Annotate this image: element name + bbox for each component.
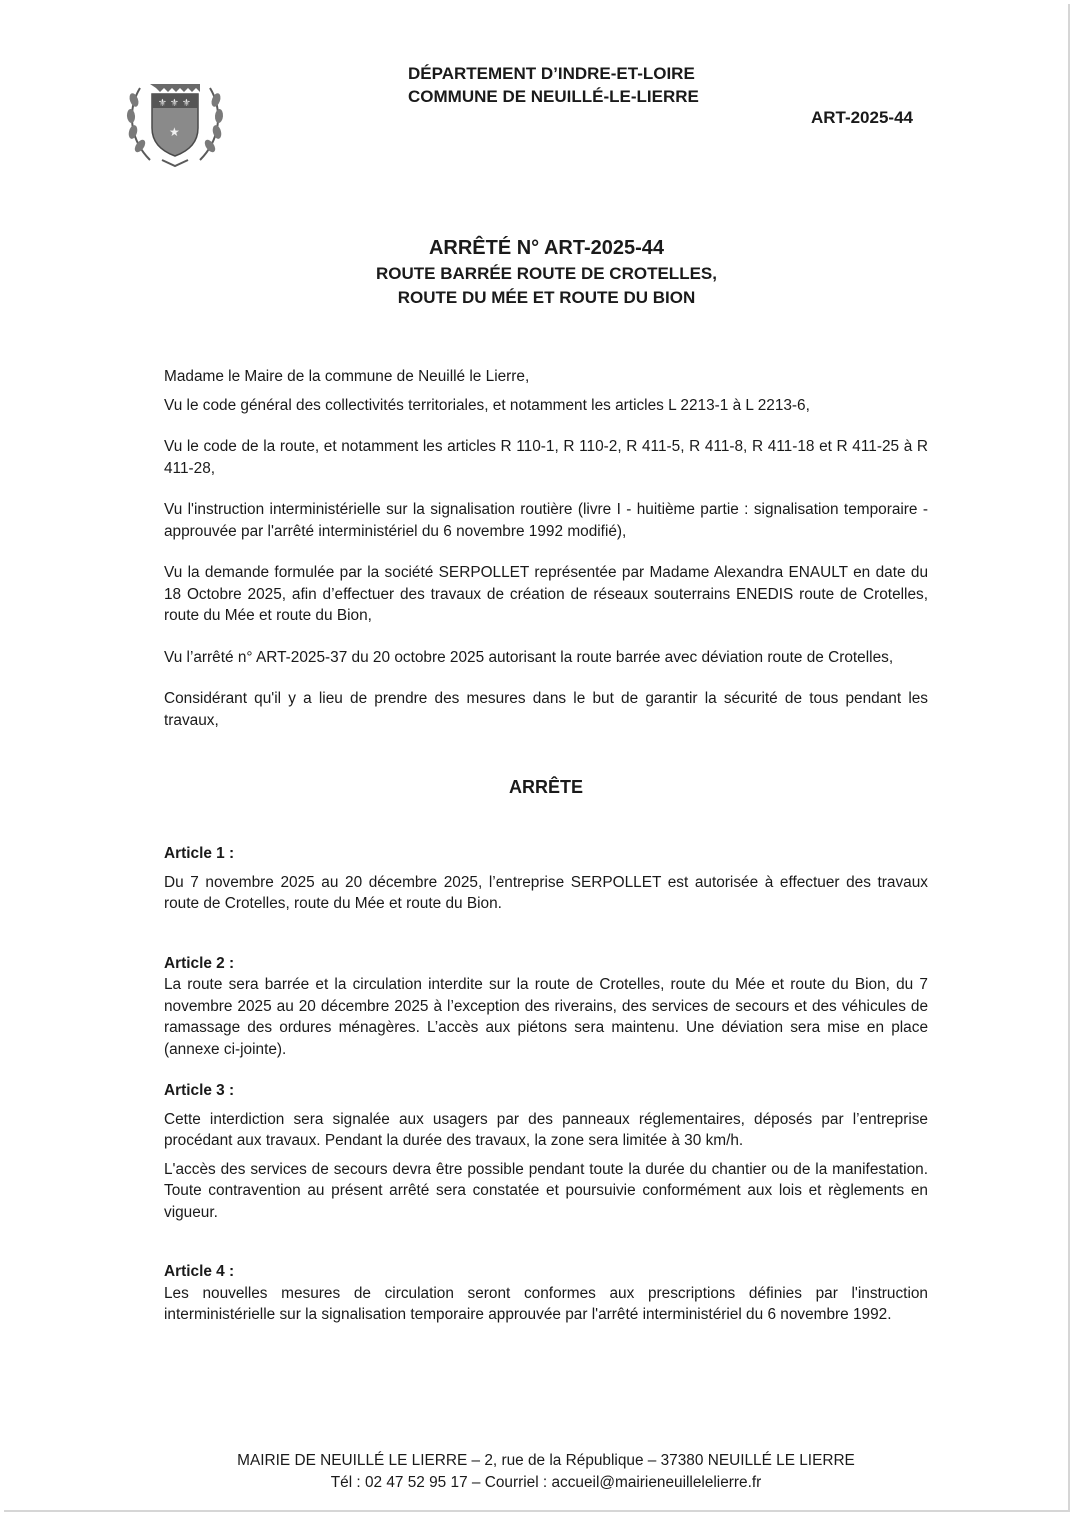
decree-subject-line-2: ROUTE DU MÉE ET ROUTE DU BION	[397, 288, 696, 307]
article-2-text: La route sera barrée et la circulation interdite sur la route de Crotelles, route du Mée et route du Bion, du 7 novembre 2025 au 20 décembre 2025 à l’exception des riverains, des services de secours et des véhicules de ramassage des ordures ménagères. L’accès aux piétons sera maintenu. Une déviation sera mise en place (annexe ci-jointe).	[164, 976, 928, 1058]
preamble-instruction: Vu l'instruction interministérielle sur la signalisation routière (livre I - huitième partie : signalisation temporaire - approuvée par l'arrêté interministériel du 6 novembre 1992 modifié),	[164, 501, 928, 540]
issuing-authority	[408, 62, 699, 108]
preamble-code-route: Vu le code de la route, et notamment les articles R 110-1, R 110-2, R 411-5, R 411-8, R 411-18 et R 411-25 à R 411-28,	[164, 438, 928, 477]
article-1-text: Du 7 novembre 2025 au 20 décembre 2025, l’entreprise SERPOLLET est autorisée à effectuer des travaux route de Crotelles, route du Mée et route du Bion.	[164, 873, 928, 912]
department-name: DÉPARTEMENT D’INDRE-ET-LOIRE	[408, 64, 695, 83]
commune-name: COMMUNE DE NEUILLÉ-LE-LIERRE	[408, 87, 699, 106]
document-page	[4, 4, 1070, 1512]
decree-subject-line-1: ROUTE BARRÉE ROUTE DE CROTELLES,	[376, 264, 717, 283]
decree-title	[164, 234, 929, 310]
svg-text:⚜: ⚜	[182, 98, 191, 109]
article-2-title: Article 2 :	[164, 954, 235, 972]
reference-number: ART-2025-44	[810, 108, 913, 127]
article-3-title: Article 3 :	[164, 1082, 235, 1099]
svg-text:⚜: ⚜	[158, 98, 167, 109]
preamble-prior-decree: Vu l’arrêté n° ART-2025-37 du 20 octobre 2025 autorisant la route barrée avec déviation route de Crotelles,	[164, 648, 894, 666]
footer-contact: Tél : 02 47 52 95 17 – Courriel : accueil@mairieneuillelelierre.fr	[330, 1474, 762, 1491]
article-1-title: Article 1 :	[164, 845, 235, 862]
svg-text:★: ★	[169, 125, 180, 139]
commune-coat-of-arms-icon	[122, 78, 228, 168]
page-footer	[164, 1450, 928, 1494]
article-4-title: Article 4 :	[164, 1263, 235, 1280]
decree-body	[164, 366, 928, 1326]
preamble-cgct: Vu le code général des collectivités territoriales, et notamment les articles L 2213-1 à L 2213-6,	[164, 396, 810, 414]
preamble-mayor: Madame le Maire de la commune de Neuillé le Lierre,	[164, 368, 530, 385]
article-3-text-1: Cette interdiction sera signalée aux usagers par des panneaux réglementaires, déposés par l’entreprise procédant aux travaux. Pendant la durée des travaux, la zone sera limitée à 30 km/h.	[164, 1110, 928, 1149]
article-4-text: Les nouvelles mesures de circulation seront conformes aux prescriptions définies par l'instruction interministérielle sur la signalisation temporaire approuvée par l'arrêté interministériel du 6 novembre 1992.	[164, 1284, 928, 1323]
svg-text:⚜: ⚜	[170, 98, 179, 109]
decree-number: ARRÊTÉ N° ART-2025-44	[428, 237, 665, 259]
preamble-considering: Considérant qu'il y a lieu de prendre des mesures dans le but de garantir la sécurité de tous pendant les travaux,	[164, 690, 928, 729]
footer-address: MAIRIE DE NEUILLÉ LE LIERRE – 2, rue de la République – 37380 NEUILLÉ LE LIERRE	[237, 1452, 855, 1469]
decree-heading: ARRÊTE	[508, 777, 583, 797]
preamble-request: Vu la demande formulée par la société SERPOLLET représentée par Madame Alexandra ENAULT en date du 18 Octobre 2025, afin d’effectuer des travaux de création de réseaux souterrains ENEDIS route de Crotelles, route du Mée et route du Bion,	[164, 564, 928, 624]
article-3-text-2: L'accès des services de secours devra être possible pendant toute la durée du chantier ou de la manifestation. Toute contravention au présent arrêté sera constatée et poursuivie conformément aux lois et règlements en vigueur.	[164, 1160, 928, 1221]
